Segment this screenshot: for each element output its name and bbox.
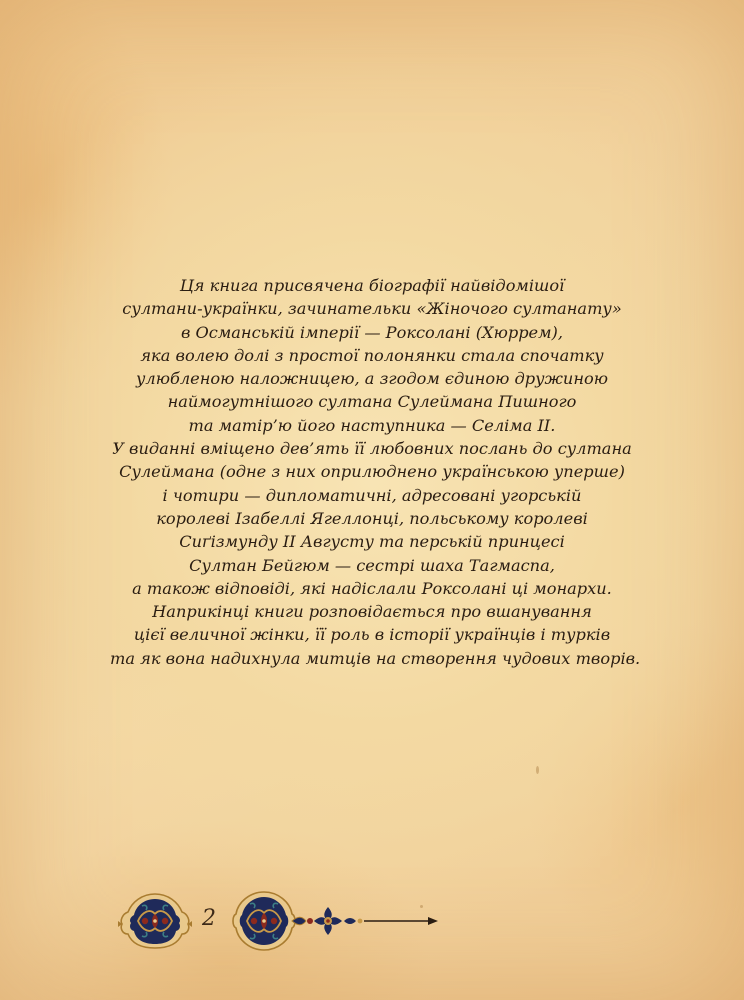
description-line: султани-українки, зачинательки «Жіночого султанату»: [122, 299, 622, 319]
description-line: цієї величної жінки, її роль в історії українців і турків: [133, 625, 611, 645]
description-line: наймогутнішого султана Сулеймана Пишного: [167, 392, 577, 412]
book-description: [110, 274, 641, 670]
description-line: і чотири — дипломатичні, адресовані угорській: [162, 485, 582, 505]
description-line: Сулеймана (одне з них оприлюднено українською уперше): [119, 462, 625, 482]
paper-speck: [536, 766, 539, 774]
description-line: Наприкінці книги розповідається про вшанування: [152, 602, 592, 622]
arabesque-medallion-icon: [118, 890, 192, 952]
description-line: а також відповіді, які надіслали Роксолані ці монархи.: [132, 578, 612, 598]
description-line: яка волею долі з простої полонянки стала спочатку: [140, 345, 604, 365]
description-line: Ця книга присвячена біографії найвідомішої: [179, 276, 565, 295]
page-number: 2: [202, 906, 216, 931]
description-line: улюбленою наложницею, а згодом єдиною дружиною: [136, 369, 608, 389]
description-line: королеві Ізабеллі Ягеллонці, польському королеві: [156, 508, 588, 528]
description-line: в Османській імперії — Роксолані (Хюррем),: [180, 322, 564, 342]
description-line: У виданні вміщено дев’ять її любовних послань до султана: [112, 439, 632, 459]
description-line: та матір’ю його наступника — Селіма ІІ.: [188, 415, 556, 435]
description-line: та як вона надихнула митців на створення чудових творів.: [110, 648, 641, 668]
description-line: Султан Бейгюм — сестрі шаха Тагмаспа,: [189, 555, 555, 575]
description-line: Сиґізмунду ІІ Августу та перській принцесі: [179, 532, 565, 552]
arabesque-finial-icon: [232, 886, 438, 956]
